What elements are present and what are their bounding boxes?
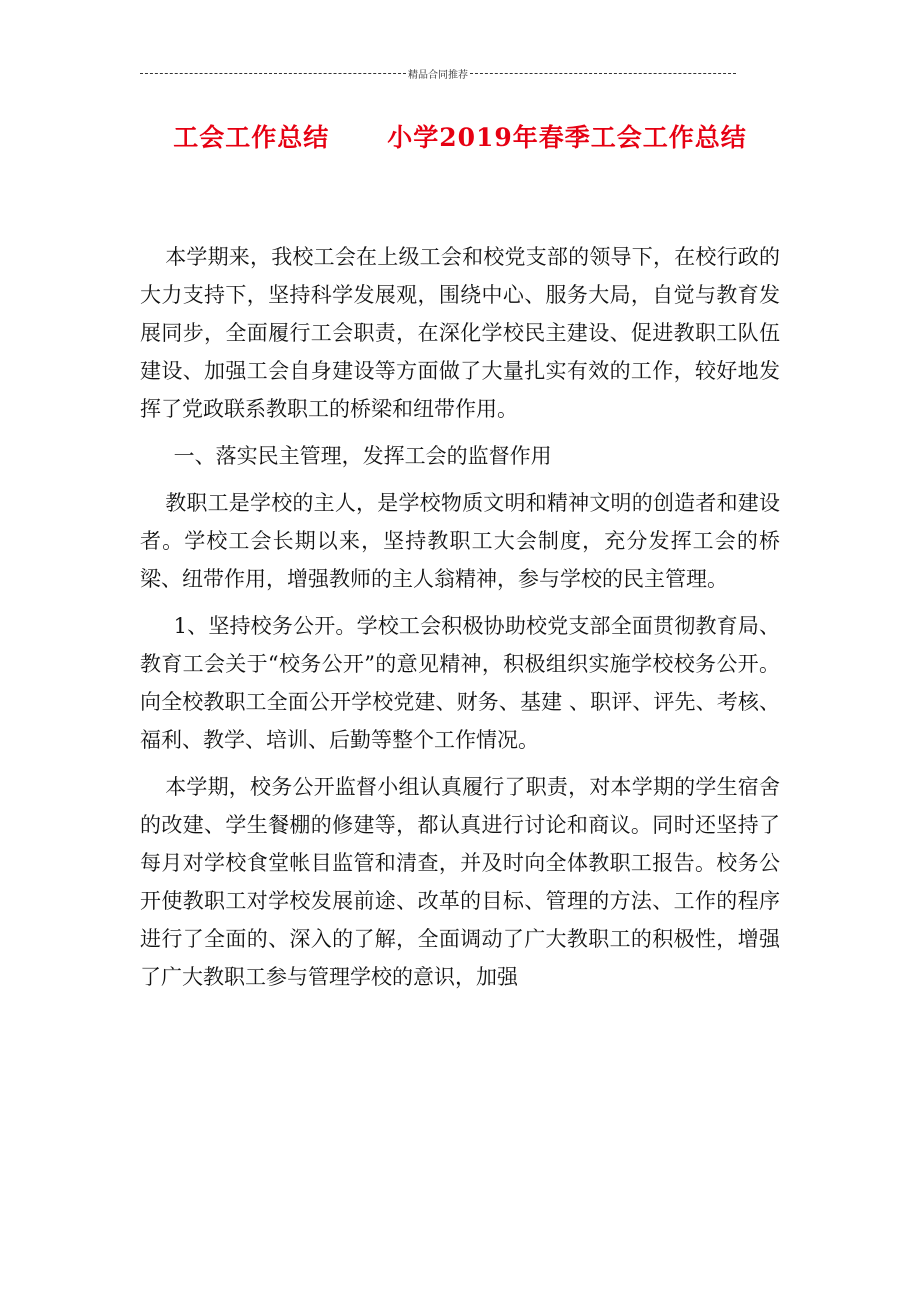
paragraph-item-1: 1、坚持校务公开。学校工会积极协助校党支部全面贯彻教育局、教育工会关于“校务公开”的意见精神，积极组织实施学校校务公开。向全校教职工全面公开学校党建、财务、基建 、职评、评先、考核、福利、教学、培训、后勤等整个工作情况。 — [140, 614, 780, 752]
header-dashes-right — [470, 73, 736, 74]
section-heading-1: 一、落实民主管理，发挥工会的监督作用 — [173, 444, 552, 468]
paragraph-intro: 本学期来，我校工会在上级工会和校党支部的领导下，在校行政的大力支持下，坚持科学发展观，围绕中心、服务大局，自觉与教育发展同步，全面履行工会职责，在深化学校民主建设、促进教职工队伍建设、加强工会自身建设等方面做了大量扎实有效的工作，较好地发挥了党政联系教职工的桥梁和纽带作用。 — [140, 245, 780, 421]
document-body — [140, 238, 780, 996]
header-dashes-left — [140, 73, 406, 74]
page-header — [140, 66, 736, 81]
paragraph-section-1: 教职工是学校的主人，是学校物质文明和精神文明的创造者和建设者。学校工会长期以来，坚持教职工大会制度，充分发挥工会的桥梁、纽带作用，增强教师的主人翁精神，参与学校的民主管理。 — [140, 491, 780, 591]
title-left: 工会工作总结 — [173, 123, 330, 152]
paragraph-semester: 本学期，校务公开监督小组认真履行了职责，对本学期的学生宿舍的改建、学生餐棚的修建等，都认真进行讨论和商议。同时还坚持了每月对学校食堂帐目监管和清查，并及时向全体教职工报告。校务公开使教职工对学校发展前途、改革的目标、管理的方法、工作的程序进行了全面的、深入的了解，全面调动了广大教职工的积极性，增强了广大教职工参与管理学校的意识，加强 — [140, 775, 780, 989]
document-title — [0, 118, 920, 154]
title-right: 小学2019年春季工会工作总结 — [387, 123, 747, 152]
header-label: 精品合同推荐 — [408, 70, 468, 81]
